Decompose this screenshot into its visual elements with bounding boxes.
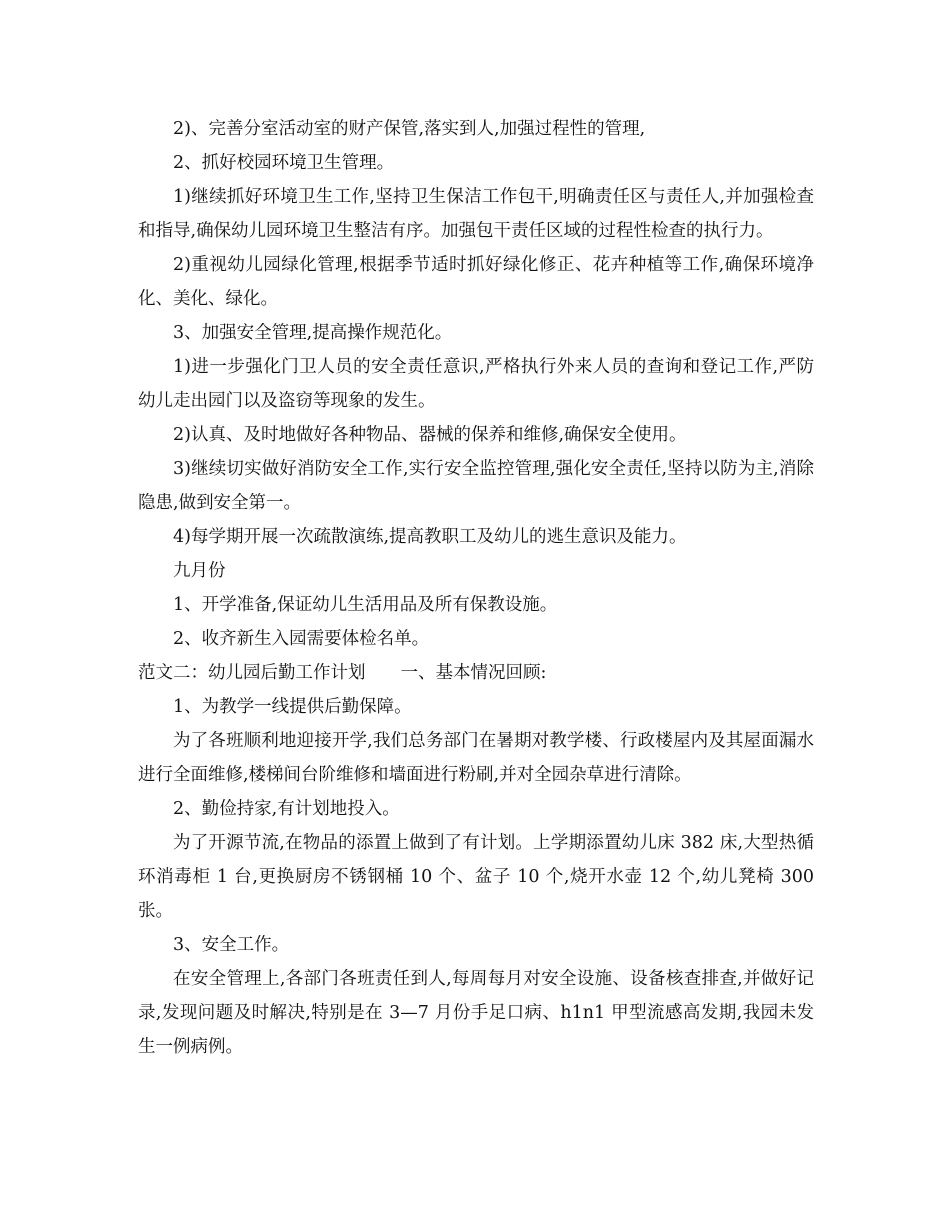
paragraph: 4)每学期开展一次疏散演练,提高教职工及幼儿的逃生意识及能力。	[173, 527, 687, 547]
paragraph: 1)继续抓好环境卫生工作,坚持卫生保洁工作包干,明确责任区与责任人,并加强检查和指导,确保幼儿园环境卫生整洁有序。加强包干责任区域的过程性检查的执行力。	[138, 187, 814, 241]
paragraph: 1)进一步强化门卫人员的安全责任意识,严格执行外来人员的查询和登记工作,严防幼儿走出园门以及盗窃等现象的发生。	[138, 357, 814, 411]
section-heading: 九月份	[173, 561, 226, 581]
paragraph: 2)、完善分室活动室的财产保管,落实到人,加强过程性的管理,	[173, 119, 646, 139]
paragraph: 为了各班顺利地迎接开学,我们总务部门在暑期对教学楼、行政楼屋内及其屋面漏水进行全面维修,楼梯间台阶维修和墙面进行粉刷,并对全园杂草进行清除。	[138, 731, 814, 785]
paragraph: 3、加强安全管理,提高操作规范化。	[173, 323, 453, 343]
paragraph: 3)继续切实做好消防安全工作,实行安全监控管理,强化安全责任,坚持以防为主,消除隐患,做到安全第一。	[138, 459, 814, 513]
paragraph: 2)认真、及时地做好各种物品、器械的保养和维修,确保安全使用。	[173, 425, 687, 445]
paragraph: 2)重视幼儿园绿化管理,根据季节适时抓好绿化修正、花卉种植等工作,确保环境净化、美化、绿化。	[138, 255, 814, 309]
paragraph: 1、为教学一线提供后勤保障。	[173, 697, 412, 717]
paragraph: 为了开源节流,在物品的添置上做到了有计划。上学期添置幼儿床 382 床,大型热循环消毒柜 1 台,更换厨房不锈钢桶 10 个、盆子 10 个,烧开水壶 12 个,幼儿凳椅 300 张。	[138, 833, 814, 921]
document-body	[138, 112, 814, 1064]
paragraph: 1、开学准备,保证幼儿生活用品及所有保教设施。	[173, 595, 558, 615]
section-title: 范文二：幼儿园后勤工作计划 一、基本情况回顾:	[138, 663, 547, 683]
paragraph: 3、安全工作。	[173, 935, 290, 955]
paragraph: 2、收齐新生入园需要体检名单。	[173, 629, 430, 649]
paragraph: 2、抓好校园环境卫生管理。	[173, 153, 395, 173]
paragraph: 2、勤俭持家,有计划地投入。	[173, 799, 400, 819]
paragraph: 在安全管理上,各部门各班责任到人,每周每月对安全设施、设备核查排查,并做好记录,发现问题及时解决,特别是在 3—7 月份手足口病、h1n1 甲型流感高发期,我园未发生一例病例。	[138, 969, 814, 1057]
